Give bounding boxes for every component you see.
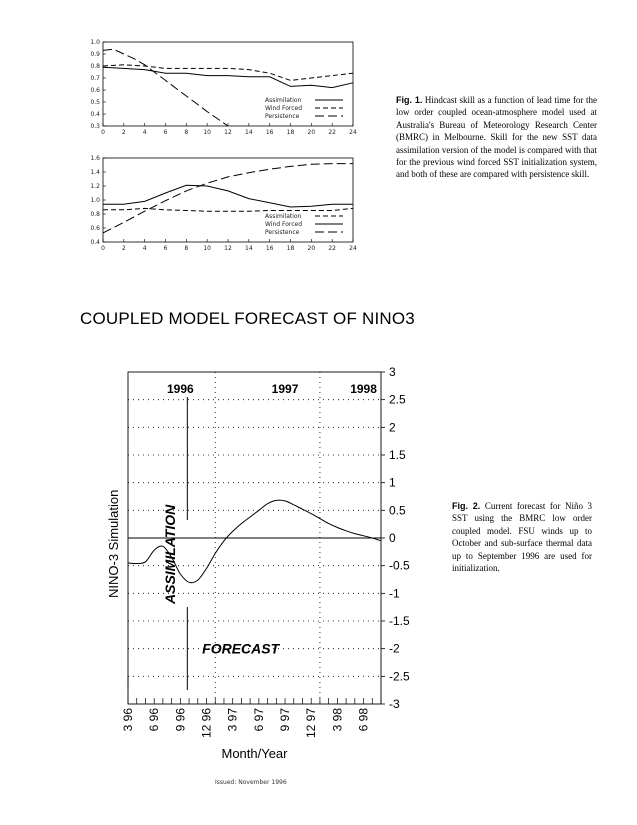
y-tick-label: -1.5 <box>389 614 410 628</box>
y-tick-label: -0.5 <box>389 558 410 573</box>
x-tick-label: 12 <box>224 129 232 136</box>
year-label: 1996 <box>166 382 194 396</box>
legend-label: Wind Forced <box>265 221 303 228</box>
x-tick-label: 22 <box>328 245 336 252</box>
y-tick-label: 0.4 <box>90 239 100 246</box>
x-tick-label: 2 <box>121 129 126 136</box>
y-tick-label: 2.5 <box>389 392 406 407</box>
x-tick-label: 0 <box>101 129 105 136</box>
y-tick-label: 2 <box>389 420 396 435</box>
x-tick-label: 9 96 <box>173 708 188 732</box>
x-tick-label: 24 <box>349 129 357 136</box>
legend-label: Persistence <box>265 229 300 236</box>
legend-label: Wind Forced <box>265 105 303 112</box>
issued-note: Issued: November 1996 <box>215 779 287 786</box>
x-tick-label: 18 <box>286 129 295 136</box>
skill-chart-bottom <box>80 152 380 264</box>
x-tick-label: 12 96 <box>199 708 214 739</box>
legend-label: Assimilation <box>265 213 302 220</box>
x-tick-label: 24 <box>349 245 357 252</box>
x-tick-label: 4 <box>142 129 147 136</box>
y-tick-label: 0.6 <box>90 225 100 232</box>
y-tick-label: 1.5 <box>389 448 406 462</box>
x-tick-label: 14 <box>245 245 253 252</box>
x-tick-label: 6 98 <box>356 708 371 732</box>
x-tick-label: 3 98 <box>330 708 345 732</box>
x-tick-label: 6 <box>163 245 168 252</box>
x-tick-label: 10 <box>203 245 211 252</box>
fig1-caption-label: Fig. 1. <box>396 95 423 105</box>
x-tick-label: 6 97 <box>251 708 266 732</box>
skill-chart-top <box>80 36 380 148</box>
x-tick-label: 16 <box>265 129 274 136</box>
x-tick-label: 22 <box>328 129 336 136</box>
y-tick-label: 0.9 <box>90 51 100 58</box>
fig1-caption <box>396 94 597 181</box>
nino3-forecast-chart <box>100 362 420 772</box>
y-tick-label: 1.0 <box>90 197 100 204</box>
x-tick-label: 0 <box>101 245 105 252</box>
y-tick-label: 1.0 <box>90 39 100 46</box>
series-line-wind-forced <box>103 185 353 207</box>
x-tick-label: 2 <box>121 245 126 252</box>
series-line-assimilation <box>103 67 353 87</box>
plot-frame <box>103 158 353 242</box>
x-tick-label: 3 97 <box>225 708 240 732</box>
x-tick-label: 10 <box>203 129 211 136</box>
y-tick-label: -1 <box>389 586 400 601</box>
y-tick-label: 0.5 <box>389 503 406 518</box>
x-tick-label: 6 <box>163 129 168 136</box>
x-tick-label: 20 <box>307 129 316 136</box>
x-axis-label: Month/Year <box>221 746 288 761</box>
assimilation-annotation: ASSIMILATION <box>162 504 179 604</box>
y-tick-label: -2 <box>389 641 400 656</box>
legend-label: Assimilation <box>265 97 302 104</box>
year-label: 1998 <box>350 382 377 396</box>
x-tick-label: 8 <box>184 129 189 136</box>
y-tick-label: 0 <box>389 531 396 545</box>
x-tick-label: 6 96 <box>147 708 162 732</box>
y-tick-label: 0.7 <box>90 75 100 82</box>
fig2-caption-label: Fig. 2. <box>452 501 481 511</box>
y-tick-label: 0.4 <box>90 111 100 118</box>
forecast-annotation: FORECAST <box>202 640 280 657</box>
y-tick-label: 0.5 <box>90 99 100 106</box>
y-tick-label: 1.4 <box>90 169 100 176</box>
x-tick-label: 18 <box>286 245 295 252</box>
series-line-wind-forced <box>103 65 353 81</box>
fig2-caption <box>452 500 592 574</box>
series-line-persistence <box>103 49 228 126</box>
series-line-persistence <box>103 164 353 233</box>
legend-label: Persistence <box>265 113 300 120</box>
y-tick-label: 1.6 <box>90 155 100 162</box>
y-tick-label: 0.8 <box>90 63 100 70</box>
y-axis-label: NINO-3 Simulation <box>106 489 121 598</box>
x-tick-label: 8 <box>184 245 189 252</box>
y-tick-label: 1.2 <box>90 183 100 190</box>
fig1-caption-text: Hindcast skill as a function of lead time for the low order coupled ocean-atmosphere model used at Australia's Bureau of Meteorology Research Center (BMRC) in Melbourne. Skill for the new SST data assimilation version of the model is compared with that for the previous wind forced SST initialization system, and both of these are compared with persistence skill. <box>396 95 597 180</box>
y-tick-label: 0.8 <box>90 211 100 218</box>
fig2-caption-text: Current forecast for Niño 3 SST using the BMRC low order coupled model. FSU winds up to October and sub-surface thermal data up to September 1996 are used for initialization. <box>452 501 592 574</box>
x-tick-label: 4 <box>142 245 147 252</box>
y-tick-label: -2.5 <box>389 669 410 684</box>
series-line-assimilation <box>103 208 353 211</box>
x-tick-label: 14 <box>245 129 253 136</box>
y-tick-label: 0.3 <box>90 123 100 130</box>
y-tick-label: 0.6 <box>90 87 100 94</box>
x-tick-label: 9 97 <box>278 708 293 732</box>
y-tick-label: 3 <box>389 365 396 379</box>
x-tick-label: 20 <box>307 245 316 252</box>
year-label: 1997 <box>271 382 299 396</box>
x-tick-label: 3 96 <box>121 708 135 732</box>
y-tick-label: -3 <box>389 697 400 711</box>
x-tick-label: 16 <box>265 245 274 252</box>
x-tick-label: 12 97 <box>304 708 319 739</box>
plot-frame <box>103 42 353 126</box>
x-tick-label: 12 <box>224 245 232 252</box>
page-title: COUPLED MODEL FORECAST OF NINO3 <box>80 309 415 328</box>
y-tick-label: 1 <box>389 475 396 490</box>
